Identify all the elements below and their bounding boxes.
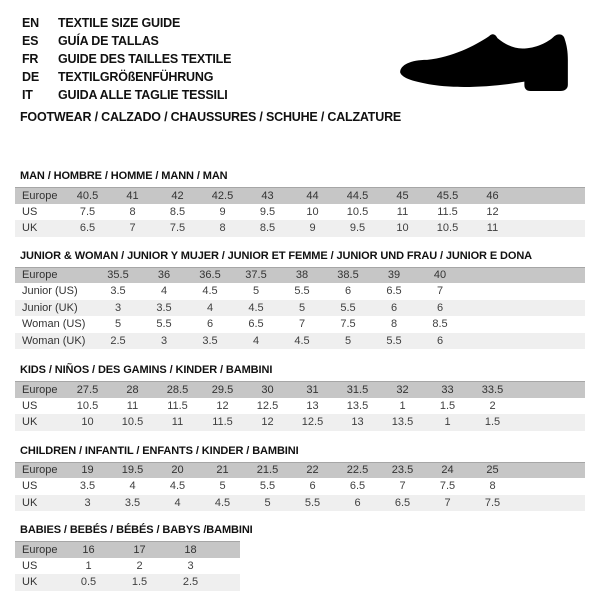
size-cell: 29.5 xyxy=(211,383,234,396)
size-cell: 1 xyxy=(85,559,92,572)
size-cell: 7.5 xyxy=(484,496,501,509)
table-row-man-europe xyxy=(15,187,585,204)
size-cell: 19 xyxy=(81,464,94,477)
size-cell: 45 xyxy=(396,189,409,202)
size-cell: 6 xyxy=(344,285,352,298)
size-cell: 45.5 xyxy=(436,189,459,202)
size-cell: 4 xyxy=(206,301,214,314)
size-cell: 4.5 xyxy=(169,480,186,493)
size-cell: 44 xyxy=(306,189,319,202)
table-row-kids-us xyxy=(15,398,585,415)
size-cell: 8 xyxy=(129,205,136,218)
size-cell: 5 xyxy=(219,480,226,493)
table-title-babies: BABIES / BEBÉS / BÉBÉS / BABYS /BAMBINI xyxy=(20,524,253,536)
size-cell: 3.5 xyxy=(156,301,172,314)
table-row-man-us xyxy=(15,204,585,221)
size-cell: 16 xyxy=(82,543,95,556)
size-cell: 5.5 xyxy=(259,480,276,493)
size-cell: 5 xyxy=(298,301,306,314)
size-cell: 5.5 xyxy=(340,301,356,314)
size-cell: 38.5 xyxy=(337,269,359,282)
size-cell: 3.5 xyxy=(79,480,96,493)
size-cell: 6.5 xyxy=(349,480,366,493)
language-code: ES xyxy=(22,34,39,48)
row-label: UK xyxy=(22,222,38,235)
size-cell: 24 xyxy=(441,464,454,477)
size-cell: 10.5 xyxy=(346,205,369,218)
size-cell: 33 xyxy=(441,383,454,396)
size-cell: 46 xyxy=(486,189,499,202)
size-cell: 6.5 xyxy=(248,318,264,331)
section-children xyxy=(15,445,585,512)
size-cell: 2 xyxy=(489,399,496,412)
size-cell: 28.5 xyxy=(166,383,189,396)
size-cell: 44.5 xyxy=(346,189,369,202)
size-cell: 8.5 xyxy=(259,222,276,235)
size-cell: 42.5 xyxy=(211,189,234,202)
size-cell: 3.5 xyxy=(202,334,218,347)
size-cell: 5 xyxy=(114,318,122,331)
size-cell: 30 xyxy=(261,383,274,396)
table-row-junior-woman-woman-uk xyxy=(15,333,585,350)
row-label: UK xyxy=(22,496,38,509)
row-label: Europe xyxy=(22,543,58,556)
size-cell: 7 xyxy=(399,480,406,493)
size-cell: 20 xyxy=(171,464,184,477)
size-cell: 13.5 xyxy=(391,416,414,429)
size-cell: 4.5 xyxy=(202,285,218,298)
size-cell: 2 xyxy=(136,559,143,572)
size-cell: 0.5 xyxy=(80,576,97,589)
size-cell: 11 xyxy=(126,399,139,412)
size-cell: 6 xyxy=(354,496,361,509)
size-table-babies xyxy=(15,541,240,591)
language-code: IT xyxy=(22,88,33,102)
size-cell: 12 xyxy=(216,399,229,412)
size-cell: 32 xyxy=(396,383,409,396)
size-cell: 7.5 xyxy=(169,222,186,235)
size-table-junior-woman xyxy=(15,267,585,350)
size-cell: 9 xyxy=(309,222,316,235)
size-cell: 3.5 xyxy=(110,285,126,298)
table-title-children: CHILDREN / INFANTIL / ENFANTS / KINDER / BAMBINI xyxy=(20,444,299,457)
row-label: US xyxy=(22,480,38,493)
size-cell: 3 xyxy=(160,334,168,347)
row-label: Europe xyxy=(22,464,58,477)
row-label: UK xyxy=(22,416,38,429)
size-cell: 7 xyxy=(129,222,136,235)
language-label: GUIDA ALLE TAGLIE TESSILI xyxy=(58,88,228,102)
size-cell: 4 xyxy=(129,480,136,493)
size-cell: 3 xyxy=(187,559,194,572)
size-cell: 19.5 xyxy=(121,464,144,477)
size-cell: 11 xyxy=(396,205,409,218)
size-cell: 5.5 xyxy=(294,285,310,298)
size-cell: 3 xyxy=(84,496,91,509)
size-cell: 5 xyxy=(344,334,352,347)
row-label: Junior (UK) xyxy=(22,301,78,314)
size-cell: 7 xyxy=(444,496,451,509)
table-row-children-us xyxy=(15,478,585,495)
size-cell: 37.5 xyxy=(245,269,267,282)
size-cell: 7.5 xyxy=(79,205,96,218)
section-babies xyxy=(15,524,585,591)
size-cell: 35.5 xyxy=(107,269,129,282)
size-cell: 5.5 xyxy=(304,496,321,509)
size-cell: 6.5 xyxy=(394,496,411,509)
size-cell: 31.5 xyxy=(346,383,369,396)
size-cell: 13 xyxy=(306,399,319,412)
size-cell: 39 xyxy=(387,269,401,282)
size-cell: 9 xyxy=(219,205,226,218)
size-cell: 7.5 xyxy=(439,480,456,493)
size-cell: 2.5 xyxy=(110,334,126,347)
size-cell: 8 xyxy=(489,480,496,493)
size-cell: 5 xyxy=(252,285,260,298)
size-cell: 33.5 xyxy=(481,383,504,396)
row-label: Woman (UK) xyxy=(22,334,86,347)
size-cell: 42 xyxy=(171,189,184,202)
language-label: TEXTILE SIZE GUIDE xyxy=(58,16,181,30)
row-label: UK xyxy=(22,576,38,589)
table-title-man: MAN / HOMBRE / HOMME / MANN / MAN xyxy=(20,170,228,182)
size-cell: 11.5 xyxy=(212,416,233,429)
size-cell: 22.5 xyxy=(346,464,369,477)
size-cell: 9.5 xyxy=(259,205,276,218)
table-row-man-uk xyxy=(15,220,585,237)
size-cell: 13.5 xyxy=(346,399,369,412)
size-cell: 4.5 xyxy=(294,334,310,347)
size-cell: 7 xyxy=(436,285,444,298)
size-cell: 7.5 xyxy=(340,318,356,331)
table-row-junior-woman-junior-us xyxy=(15,283,585,300)
size-cell: 21.5 xyxy=(256,464,279,477)
section-kids xyxy=(15,364,585,431)
size-cell: 23.5 xyxy=(391,464,414,477)
table-row-kids-europe xyxy=(15,381,585,398)
size-cell: 10 xyxy=(81,416,94,429)
shoe-icon xyxy=(396,30,572,96)
size-cell: 6 xyxy=(436,334,444,347)
size-cell: 6.5 xyxy=(79,222,96,235)
row-label: Junior (US) xyxy=(22,285,78,298)
table-row-kids-uk xyxy=(15,414,585,431)
row-label: US xyxy=(22,399,38,412)
size-cell: 4 xyxy=(252,334,260,347)
size-cell: 6 xyxy=(206,318,214,331)
size-table-kids xyxy=(15,381,585,431)
table-row-children-uk xyxy=(15,495,585,512)
size-cell: 27.5 xyxy=(76,383,99,396)
size-cell: 12.5 xyxy=(301,416,324,429)
size-cell: 6.5 xyxy=(386,285,402,298)
size-cell: 17 xyxy=(133,543,146,556)
row-label: Woman (US) xyxy=(22,318,86,331)
size-cell: 1.5 xyxy=(484,416,501,429)
size-cell: 5.5 xyxy=(156,318,172,331)
size-cell: 10.5 xyxy=(76,399,99,412)
size-cell: 41 xyxy=(126,189,139,202)
size-cell: 11 xyxy=(171,416,184,429)
size-cell: 3.5 xyxy=(124,496,141,509)
language-label: GUIDE DES TAILLES TEXTILE xyxy=(58,52,232,66)
size-cell: 1.5 xyxy=(439,399,456,412)
size-cell: 10.5 xyxy=(121,416,144,429)
size-cell: 4 xyxy=(174,496,181,509)
size-table-man xyxy=(15,187,585,237)
size-table-children xyxy=(15,462,585,512)
size-cell: 5.5 xyxy=(386,334,402,347)
table-row-junior-woman-europe xyxy=(15,267,585,284)
size-cell: 6 xyxy=(436,301,444,314)
size-cell: 6 xyxy=(390,301,398,314)
size-cell: 8 xyxy=(219,222,226,235)
table-row-junior-woman-woman-us xyxy=(15,316,585,333)
row-label: Europe xyxy=(22,383,58,396)
table-row-babies-us xyxy=(15,558,240,575)
size-cell: 4.5 xyxy=(248,301,264,314)
size-cell: 22 xyxy=(306,464,319,477)
size-cell: 11.5 xyxy=(167,399,188,412)
size-cell: 12 xyxy=(261,416,274,429)
section-man xyxy=(15,170,585,237)
table-title-junior-woman: JUNIOR & WOMAN / JUNIOR Y MUJER / JUNIOR ET FEMME / JUNIOR UND FRAU / JUNIOR E DONA xyxy=(20,249,533,262)
size-cell: 31 xyxy=(306,383,319,396)
size-cell: 12.5 xyxy=(256,399,279,412)
table-row-children-europe xyxy=(15,462,585,479)
size-cell: 40 xyxy=(433,269,447,282)
size-cell: 10 xyxy=(396,222,409,235)
language-label: TEXTILGRÖßENFÜHRUNG xyxy=(58,70,214,84)
size-cell: 36 xyxy=(157,269,171,282)
size-cell: 36.5 xyxy=(199,269,221,282)
table-row-babies-uk xyxy=(15,574,240,591)
size-cell: 40.5 xyxy=(76,189,99,202)
size-cell: 21 xyxy=(216,464,229,477)
size-cell: 3 xyxy=(114,301,122,314)
size-cell: 6 xyxy=(309,480,316,493)
size-cell: 10 xyxy=(306,205,319,218)
size-cell: 28 xyxy=(126,383,139,396)
size-cell: 1.5 xyxy=(131,576,148,589)
table-row-babies-europe xyxy=(15,541,240,558)
language-code: EN xyxy=(22,16,39,30)
category-line: FOOTWEAR / CALZADO / CHAUSSURES / SCHUHE / CALZATURE xyxy=(20,110,402,124)
size-cell: 11.5 xyxy=(437,205,458,218)
size-cell: 7 xyxy=(298,318,306,331)
language-code: FR xyxy=(22,52,39,66)
row-label: US xyxy=(22,559,38,572)
size-cell: 38 xyxy=(295,269,309,282)
language-label: GUÍA DE TALLAS xyxy=(58,34,159,48)
size-cell: 4 xyxy=(160,285,168,298)
size-cell: 11 xyxy=(486,222,499,235)
size-cell: 8 xyxy=(390,318,398,331)
size-cell: 12 xyxy=(486,205,499,218)
size-cell: 18 xyxy=(184,543,197,556)
size-cell: 4.5 xyxy=(214,496,231,509)
size-cell: 8.5 xyxy=(432,318,448,331)
row-label: Europe xyxy=(22,269,58,282)
size-cell: 1 xyxy=(399,399,406,412)
table-row-junior-woman-junior-uk xyxy=(15,300,585,317)
language-code: DE xyxy=(22,70,39,84)
row-label: US xyxy=(22,205,38,218)
size-cell: 25 xyxy=(486,464,499,477)
size-cell: 5 xyxy=(264,496,271,509)
size-cell: 10.5 xyxy=(436,222,459,235)
size-cell: 1 xyxy=(444,416,451,429)
size-cell: 9.5 xyxy=(349,222,366,235)
size-cell: 2.5 xyxy=(182,576,199,589)
table-title-kids: KIDS / NIÑOS / DES GAMINS / KINDER / BAMBINI xyxy=(20,364,273,376)
section-junior-woman xyxy=(15,250,585,350)
row-label: Europe xyxy=(22,189,58,202)
size-cell: 13 xyxy=(351,416,364,429)
size-cell: 8.5 xyxy=(169,205,186,218)
size-cell: 43 xyxy=(261,189,274,202)
